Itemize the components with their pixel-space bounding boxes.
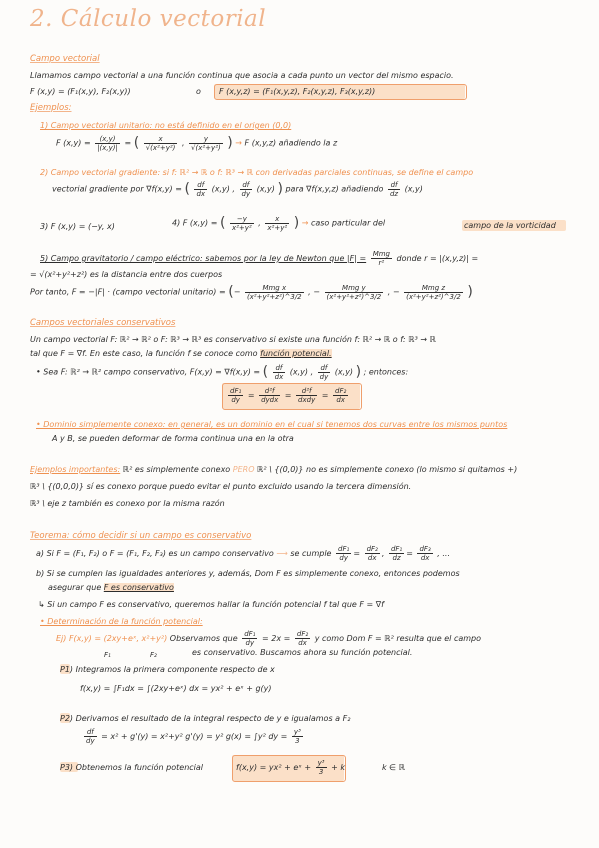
conservative-def-2: tal que F = ∇f. En este caso, la función f se conoce como función potencial. [30,349,332,358]
theorem-b-2: asegurar que F es conservativo [48,583,174,592]
theorem-b-1: b) Si se cumplen las igualdades anteriores y, además, Dom F es simplemente conexo, entonces podemos [36,569,460,578]
potential-function: f(x,y) = yx² + eˣ + $\frac{\text{y³}}{3}$ + k [236,759,345,776]
example-field-2: es conservativo. Buscamos ahora su función potencial. [192,648,413,657]
conservative-sea-line: • Sea F: ℝ² → ℝ² campo conservativo, F(x,y) = ∇f(x,y) = ( $\frac{df}{dx}$ (x,y) , $\frac{df}{dy}$ (x,y) ) ; entonces: [36,363,409,381]
step-p1-formula: f(x,y) = ∫F₁dx = ∫(2xy+eˣ) dx = yx² + eˣ + g(y) [80,684,272,693]
example-1-formula: F (x,y) = $\frac{(x,y)}{|(x,y)|}$ = ( $\frac{x}{\text{√(x²+y²)}}$ , $\frac{y}{\text{√(x²+y²)}}$ ) → F (x,y,z) añadiendo la z [56,134,338,152]
equality-chain: $\frac{\text{dF₁}}{dy}$ = $\frac{\text{d²f}}{\text{dydx}}$ = $\frac{\text{d²f}}{\text{dxdy}}$ = $\frac{\text{dF₂}}{dx}$ [230,387,347,404]
step-p2: P2) Derivamos el resultado de la integral respecto de y e igualamos a F₂ [60,714,351,723]
potential-search: ↳ Si un campo F es conservativo, queremos hallar la función potencial f tal que F = ∇f [38,600,384,609]
simply-connected-1: • Dominio simplemente conexo: en general, es un dominio en el cual si tenemos dos curvas entre los mismos puntos [36,420,508,429]
e1-frac3: $\frac{y}{\text{√(x²+y²)}}$ [191,134,221,152]
simply-connected-2: A y B, se pueden deformar de forma continua una en la otra [52,434,294,443]
component-label-f1: F₁ [104,651,111,659]
important-examples-line2: ℝ³ \ {(0,0,0)} sí es conexo porque puedo evitar el punto excluido usando la tercera dimensión. [30,482,412,491]
example-1-label: 1) Campo vectorial unitario: no está definido en el origen (0,0) [40,121,292,130]
example-2-line2: vectorial gradiente por ∇f(x,y) = ( $\frac{df}{dx}$ (x,y) , $\frac{df}{dy}$ (x,y) ) para ∇f(x,y,z) añadiendo $\frac{df}{dz}$ (x,y) [52,180,423,198]
e4-arrow-icon: → [301,218,309,228]
section-heading-conservativos: Campos vectoriales conservativos [30,318,176,328]
component-label-f2: F₂ [150,651,157,659]
e1-lhs: F (x,y) = [56,138,91,148]
e1-tail: F (x,y,z) añadiendo la z [244,138,338,148]
section-heading-campo-vectorial: Campo vectorial [30,54,100,64]
step-p2-formula: $\frac{df}{dy}$ = x² + g'(y) = x²+y² g'(y) = y² g(x) = ∫y² dy = $\frac{\text{y³}}{3}$ [86,728,301,745]
e1-frac1: $\frac{(x,y)}{|(x,y)|}$ [97,134,118,152]
vorticity-text: campo de la vorticidad [464,221,556,230]
example-2-line1: 2) Campo vectorial gradiente: si f: ℝ² → ℝ o f: ℝ³ → ℝ con derivadas parciales continuas, se define el campo [40,168,474,177]
example-1-text [40,121,291,131]
or-text: o [196,87,201,96]
formula-2d: F (x,y) = (F₁(x,y), F₂(x,y)) [30,87,131,96]
example-5-line2: = √(x²+y²+z²) es la distancia entre dos cuerpos [30,270,223,279]
example-field: Ej) F(x,y) = (2xy+eˣ, x²+y²) Observamos que $\frac{\text{dF₁}}{dy}$ = 2x = $\frac{\text{dF₂}}{dx}$ y como Dom F = ℝ² resulta que el campo [56,630,482,647]
e1-frac2: $\frac{x}{\text{√(x²+y²)}}$ [145,134,176,152]
definition-text: Llamamos campo vectorial a una función continua que asocia a cada punto un vector del mismo espacio. [30,71,454,80]
constant-domain: k ∈ ℝ [382,763,406,772]
step-p1: P1) Integramos la primera componente respecto de x [60,665,275,674]
important-examples-line3: ℝ³ \ eje z también es conexo por la misma razón [30,499,225,508]
conservative-def-1: Un campo vectorial F: ℝ² → ℝ² o F: ℝ³ → ℝ³ es conservativo si existe una función f: ℝ² → ℝ o f: ℝ³ → ℝ [30,335,436,344]
examples-heading: Ejemplos: [30,103,72,113]
theorem-a: a) Si F = (F₁, F₂) o F = (F₁, F₂, F₃) es un campo conservativo ⟶ se cumple $\frac{\text{dF₁}}{dy}$ = $\frac{\text{dF₂}}{dx}$ , $\frac{\text{dF₁}}{dz}$ = $\frac{\text{dF₃}}{dx}$ , ... [36,545,451,562]
example-3: 3) F (x,y) = (−y, x) [40,222,115,231]
step-p3: P3) Obtenemos la función potencial [60,763,204,772]
formula-3d: F (x,y,z) = (F₁(x,y,z), F₂(x,y,z), F₃(x,y,z)) [219,87,376,96]
example-5-line1: 5) Campo gravitatorio / campo eléctrico: sabemos por la ley de Newton que |F| = $\frac{\text{Mmg}}{\text{r²}}$ donde r = |(x,y,z)| = [40,250,479,267]
page-title: 2. Cálculo vectorial [30,6,267,32]
example-4: 4) F (x,y) = ( $\frac{-y}{\text{x²+y²}}$ , $\frac{x}{\text{x²+y²}}$ ) → caso particular del [172,214,386,232]
important-examples-line1: Ejemplos importantes: ℝ² es simplemente conexo PERO ℝ² \ {(0,0)} no es simplemente conexo (lo mismo si quitamos +) [30,465,518,474]
section-heading-teorema: Teorema: cómo decidir si un campo es conservativo [30,531,252,541]
example-5-line3: Por tanto, F = −|F| · (campo vectorial unitario) = (− $\frac{\text{Mmg x}}{\text{(x²+y²+z²)\textasciicircum{}3/2}}$ , − $\frac{\text{Mmg y}}{\text{(x²+y²+z²)\textasciicircum{}3/2}}$ , − $\frac{\text{Mmg z}}{\text{(x²+y²+z²)\textasciicircum{}3/2}}$ ) [30,283,473,301]
e1-arrow-icon: → [235,138,242,148]
determination-heading: • Determinación de la función potencial: [40,617,203,626]
theorem-arrow-icon: ⟶ [276,549,288,558]
e1-eq: = [124,138,132,148]
